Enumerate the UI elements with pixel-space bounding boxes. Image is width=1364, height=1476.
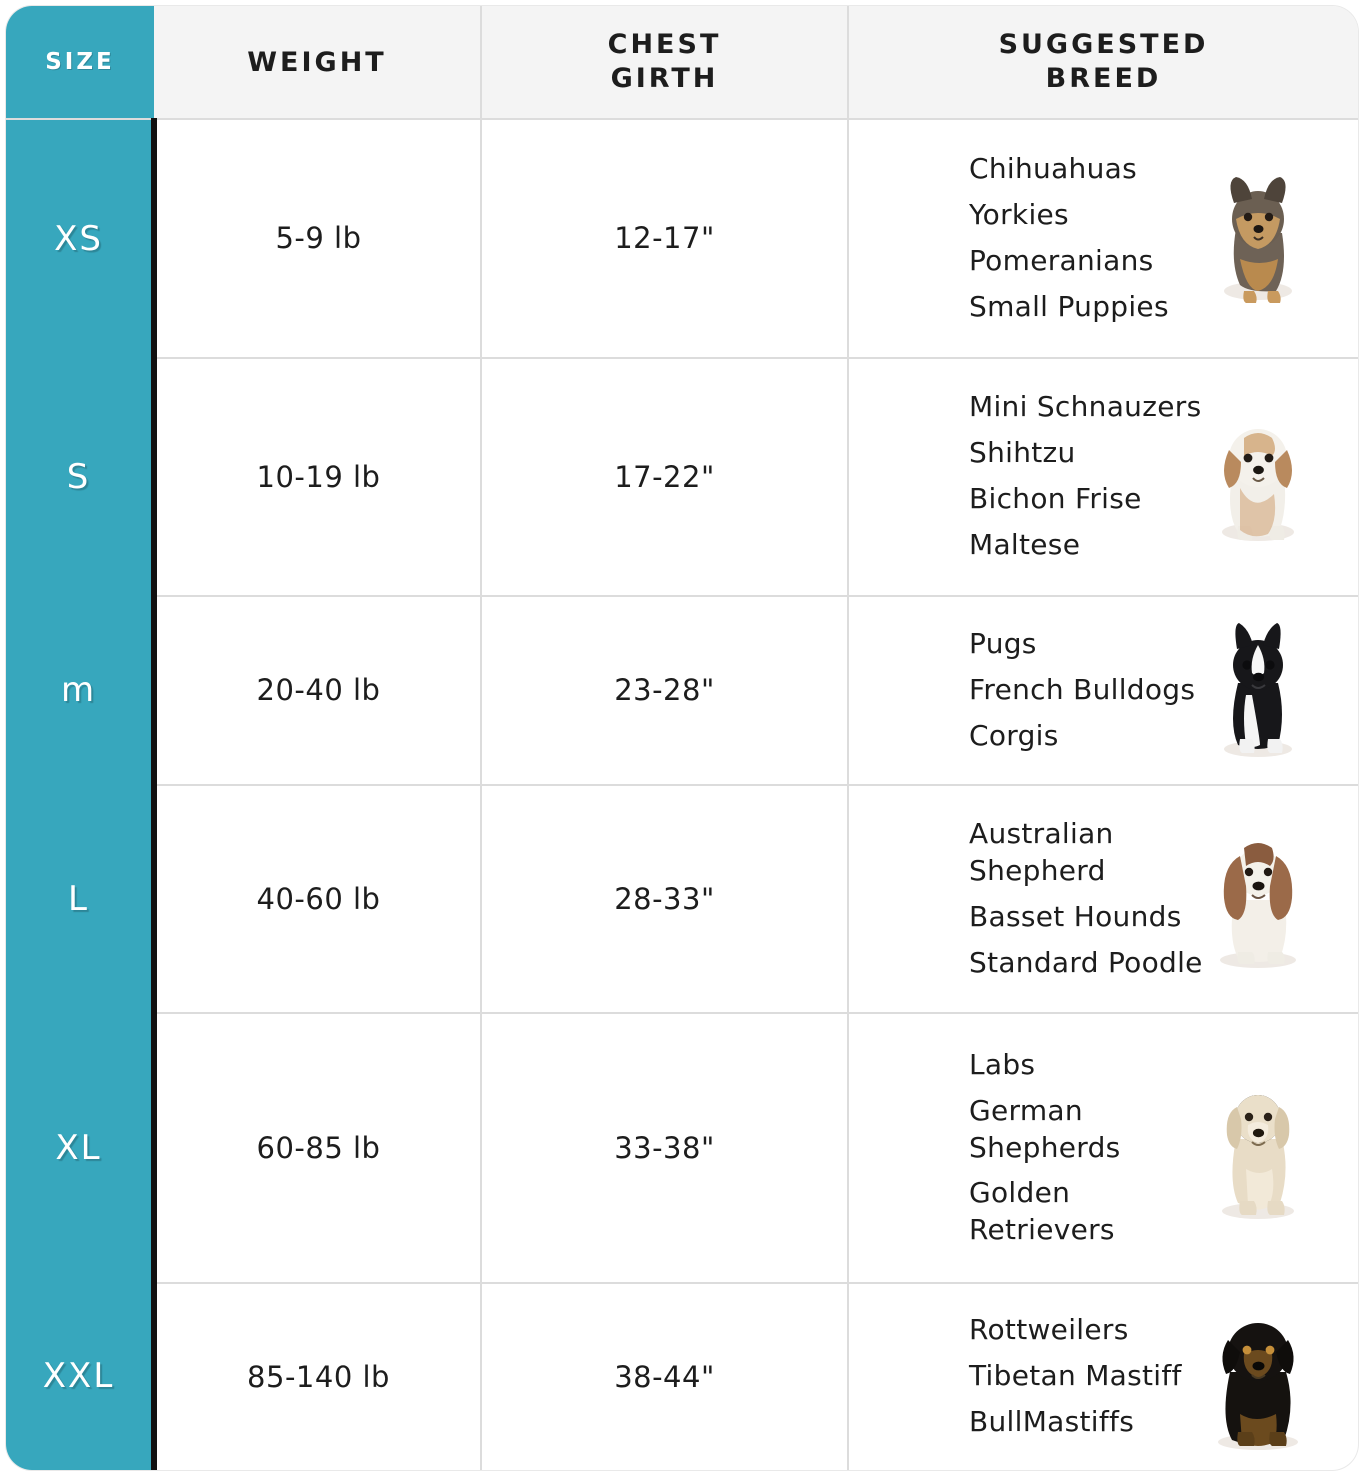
breed-cell (848, 785, 1358, 1014)
weight-value: 85-140 lb (154, 1283, 481, 1470)
list-item: Standard Poodle (969, 946, 1203, 980)
size-chart-card (6, 6, 1358, 1470)
size-label: XXL (6, 1283, 154, 1470)
list-item: Golden Retrievers (969, 1176, 1115, 1247)
table-row (6, 358, 1358, 597)
table-row (6, 596, 1358, 784)
list-item: German Shepherds (969, 1093, 1121, 1164)
chest-girth-value: 33-38" (481, 1013, 848, 1282)
breed-list (969, 816, 1219, 982)
table-row (6, 785, 1358, 1014)
size-label: XL (6, 1013, 154, 1282)
column-header-chest-line2: GIRTH (610, 63, 719, 94)
list-item: Maltese (969, 528, 1081, 562)
breed-list (969, 1047, 1219, 1250)
size-label: XS (6, 119, 154, 358)
list-item: Yorkies (969, 197, 1069, 231)
column-header-chest-line1: CHEST (607, 29, 722, 61)
table-row (6, 1013, 1358, 1282)
table-row (6, 119, 1358, 358)
size-label: m (6, 596, 154, 784)
breed-cell (848, 1283, 1358, 1470)
size-chart-table (6, 6, 1358, 1470)
list-item: Labs (969, 1047, 1036, 1081)
list-item: Pugs (969, 627, 1037, 660)
list-item: Mini Schnauzers (969, 390, 1202, 424)
list-item: Chihuahuas (969, 151, 1137, 185)
weight-value: 40-60 lb (154, 785, 481, 1014)
breed-list (969, 151, 1219, 326)
breed-cell (848, 1013, 1358, 1282)
list-item: Shihtzu (969, 436, 1076, 470)
weight-value: 60-85 lb (154, 1013, 481, 1282)
chest-girth-value: 12-17" (481, 119, 848, 358)
breed-list (969, 1312, 1219, 1441)
column-header-breed-line2: BREED (1045, 63, 1162, 94)
column-header-size: SIZE (6, 6, 154, 119)
list-item: Small Puppies (969, 289, 1169, 323)
table-row (6, 1283, 1358, 1470)
chest-girth-value: 23-28" (481, 596, 848, 784)
list-item: French Bulldogs (969, 672, 1196, 706)
chest-girth-value: 17-22" (481, 358, 848, 597)
column-header-weight: WEIGHT (154, 6, 481, 119)
weight-value: 5-9 lb (154, 119, 481, 358)
breed-cell (848, 596, 1358, 784)
breed-list (969, 626, 1219, 755)
breed-cell (848, 358, 1358, 597)
size-label: S (6, 358, 154, 597)
chest-girth-value: 38-44" (481, 1283, 848, 1470)
column-header-suggested-breed (848, 6, 1358, 119)
weight-value: 10-19 lb (154, 358, 481, 597)
table-header-row (6, 6, 1358, 119)
chest-girth-value: 28-33" (481, 785, 848, 1014)
breed-cell (848, 119, 1358, 358)
list-item: Australian Shepherd (969, 817, 1114, 888)
list-item: Bichon Frise (969, 482, 1142, 516)
list-item: Tibetan Mastiff (969, 1359, 1182, 1393)
size-label: L (6, 785, 154, 1014)
list-item: Pomeranians (969, 243, 1154, 277)
list-item: Basset Hounds (969, 900, 1182, 934)
list-item: BullMastiffs (969, 1405, 1135, 1439)
column-header-chest-girth (481, 6, 848, 119)
weight-value: 20-40 lb (154, 596, 481, 784)
list-item: Corgis (969, 718, 1059, 752)
column-header-breed-line1: SUGGESTED (998, 29, 1209, 61)
list-item: Rottweilers (969, 1313, 1129, 1347)
breed-list (969, 389, 1219, 564)
